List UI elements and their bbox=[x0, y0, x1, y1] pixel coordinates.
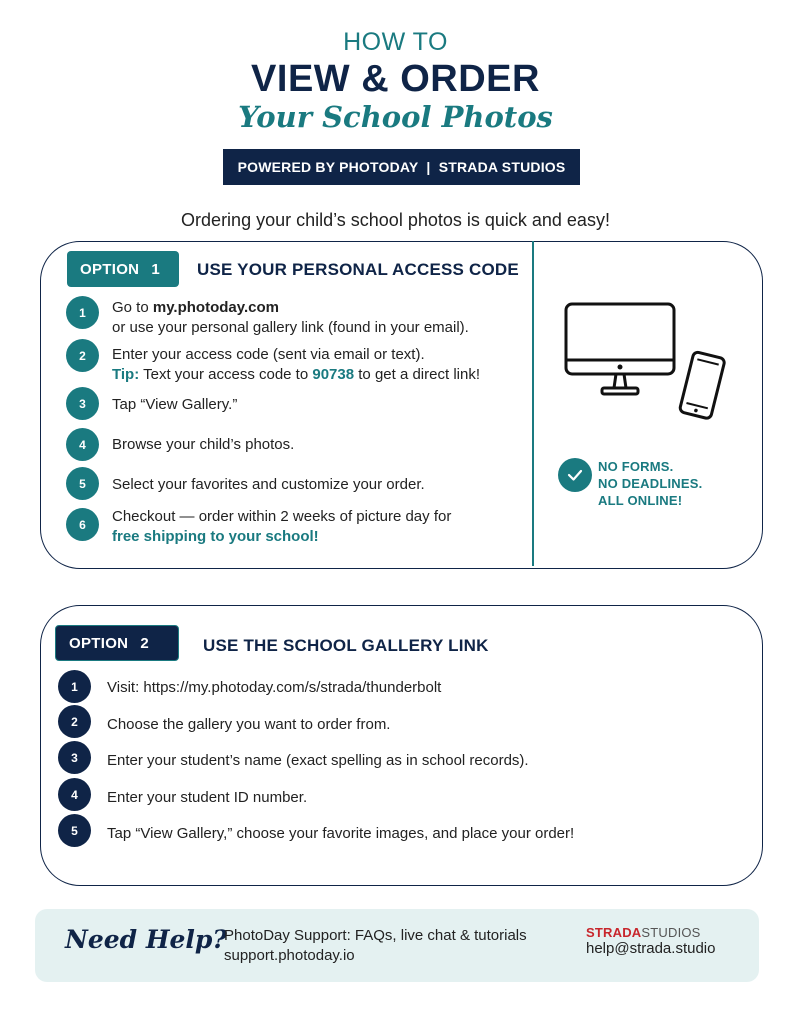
step-number-badge: 3 bbox=[66, 387, 99, 420]
smartphone-icon bbox=[679, 351, 725, 419]
option-2-step-2: Choose the gallery you want to order from. bbox=[107, 716, 391, 733]
step-number-badge: 5 bbox=[66, 467, 99, 500]
desktop-monitor-icon bbox=[566, 304, 674, 394]
option-1-number: 1 bbox=[151, 260, 160, 278]
step-text: Enter your access code (sent via email or text). bbox=[112, 346, 425, 363]
option-2-step-1: Visit: https://my.photoday.com/s/strada/thunderbolt bbox=[107, 679, 442, 696]
option-1-step-2 bbox=[112, 345, 480, 385]
option-2-step-3: Enter your student’s name (exact spelling as in school records). bbox=[107, 752, 529, 769]
need-help-title: Need Help? bbox=[65, 925, 227, 954]
option-2-number: 2 bbox=[140, 634, 149, 652]
free-shipping-text: free shipping to your school! bbox=[112, 528, 319, 545]
option-2-step-4: Enter your student ID number. bbox=[107, 789, 308, 806]
tip-text: to get a direct link! bbox=[354, 366, 480, 383]
checkmark-badge bbox=[558, 458, 592, 492]
step-text: or use your personal gallery link (found in your email). bbox=[112, 319, 469, 336]
option-1-badge bbox=[67, 251, 179, 287]
support-description: PhotoDay Support: FAQs, live chat & tutorials bbox=[224, 927, 527, 944]
step-number-badge: 5 bbox=[58, 814, 91, 847]
step-number-badge: 4 bbox=[66, 428, 99, 461]
logo-strada: STRADA bbox=[586, 925, 642, 940]
step-text: Checkout — order within 2 weeks of picture day for bbox=[112, 508, 452, 525]
support-email-link[interactable]: help@strada.studio bbox=[586, 940, 716, 957]
callout-line: ALL ONLINE! bbox=[598, 493, 683, 508]
step-number-badge: 2 bbox=[58, 705, 91, 738]
step-number-badge: 3 bbox=[58, 741, 91, 774]
callout-line: NO FORMS. bbox=[598, 459, 674, 474]
option-1-step-5: Select your favorites and customize your order. bbox=[112, 476, 425, 493]
option-1-label: OPTION bbox=[80, 260, 140, 278]
option-2-heading: USE THE SCHOOL GALLERY LINK bbox=[203, 636, 489, 655]
step-text: Go to bbox=[112, 299, 153, 316]
intro-text: Ordering your child’s school photos is quick and easy! bbox=[181, 210, 610, 230]
tip-code: 90738 bbox=[312, 366, 355, 383]
logo-studios: STUDIOS bbox=[641, 925, 701, 940]
photoday-support bbox=[224, 926, 527, 966]
option-1-step-4: Browse your child’s photos. bbox=[112, 436, 295, 453]
step-number-badge: 4 bbox=[58, 778, 91, 811]
option-1-step-6 bbox=[112, 507, 451, 547]
checkmark-icon bbox=[566, 466, 584, 484]
option-1-step-3: Tap “View Gallery.” bbox=[112, 396, 238, 413]
how-to-label: HOW TO bbox=[343, 28, 448, 56]
option-2-label: OPTION bbox=[69, 634, 129, 652]
no-forms-callout bbox=[598, 458, 702, 509]
step-number-badge: 2 bbox=[66, 339, 99, 372]
photoday-link[interactable]: my.photoday.com bbox=[152, 299, 279, 316]
support-link[interactable]: support.photoday.io bbox=[224, 947, 355, 964]
option-2-badge bbox=[55, 625, 179, 661]
strada-studios-logo bbox=[586, 925, 701, 940]
tip-label: Tip: bbox=[112, 366, 140, 383]
option-1-step-1 bbox=[112, 298, 469, 338]
callout-line: NO DEADLINES. bbox=[598, 476, 703, 491]
tip-text: Text your access code to bbox=[139, 366, 313, 383]
step-number-badge: 1 bbox=[58, 670, 91, 703]
powered-by-banner: POWERED BY PHOTODAY | STRADA STUDIOS bbox=[223, 149, 580, 185]
page-title: VIEW & ORDER bbox=[251, 58, 540, 100]
option-1-divider bbox=[532, 241, 534, 566]
step-number-badge: 1 bbox=[66, 296, 99, 329]
step-number-badge: 6 bbox=[66, 508, 99, 541]
option-2-step-5: Tap “View Gallery,” choose your favorite images, and place your order! bbox=[107, 825, 575, 842]
devices-illustration bbox=[560, 298, 730, 428]
option-1-heading: USE YOUR PERSONAL ACCESS CODE bbox=[197, 260, 519, 279]
page-subtitle: Your School Photos bbox=[238, 100, 553, 134]
